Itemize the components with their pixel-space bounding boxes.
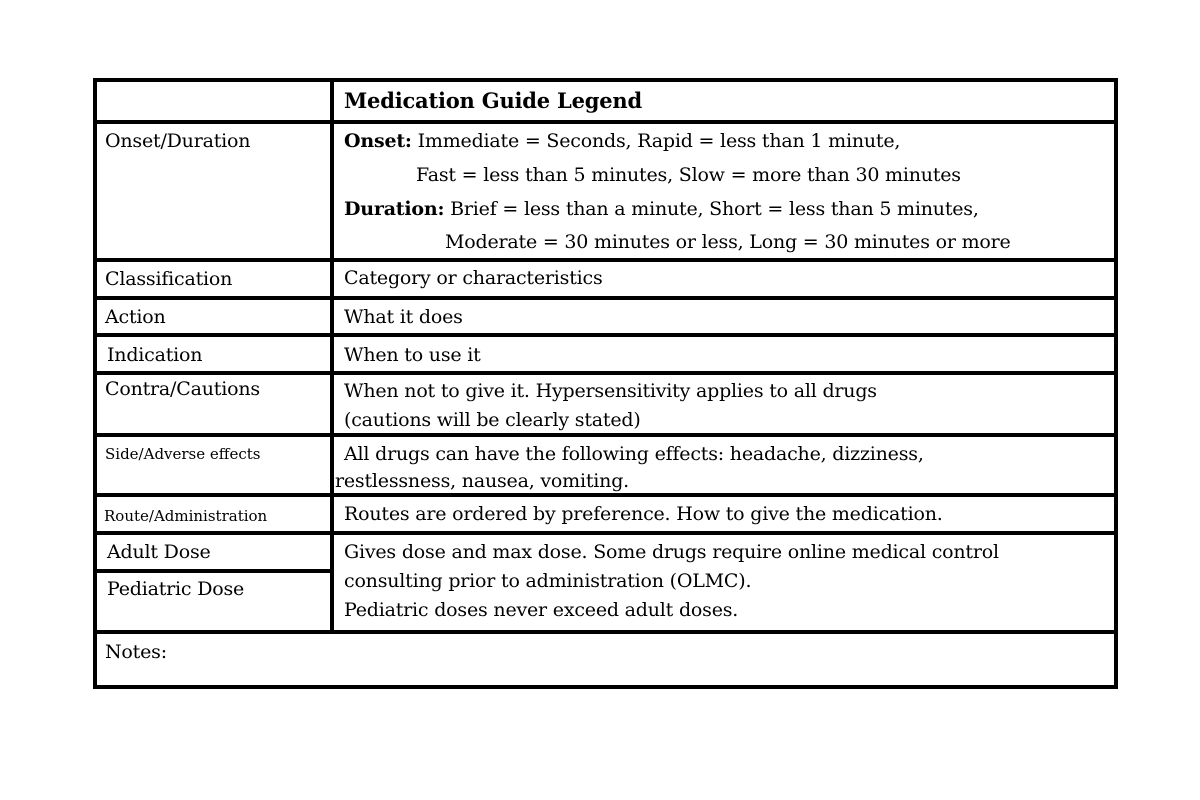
- dose-row: [97, 535, 1114, 634]
- classification-label: Classification: [105, 268, 233, 290]
- route-label: Route/Administration: [104, 507, 268, 525]
- side-effects-value-cell: [334, 437, 1114, 493]
- action-label: Action: [105, 306, 166, 328]
- side-effects-line-2: restlessness, nausea, vomiting.: [335, 470, 630, 492]
- onset-label: Onset:: [344, 130, 412, 152]
- indication-label: Indication: [107, 344, 203, 366]
- notes-row: [97, 634, 1114, 685]
- dose-line-1: Gives dose and max dose. Some drugs require online medical control: [344, 541, 999, 563]
- pediatric-dose-label: Pediatric Dose: [107, 578, 245, 600]
- onset-text-1: Immediate = Seconds, Rapid = less than 1 minute,: [417, 130, 901, 152]
- indication-value: When to use it: [344, 344, 481, 366]
- side-effects-label-cell: [97, 437, 334, 493]
- contra-value-cell: [334, 375, 1114, 433]
- route-value: Routes are ordered by preference. How to give the medication.: [344, 503, 943, 525]
- indication-row: [97, 337, 1114, 375]
- notes-label: Notes:: [105, 641, 167, 663]
- medication-guide-legend-table: [93, 78, 1118, 689]
- route-label-cell: [97, 497, 334, 531]
- contra-line-2: (cautions will be clearly stated): [344, 409, 641, 431]
- adult-dose-label: Adult Dose: [107, 541, 211, 563]
- duration-line-1: [344, 197, 979, 221]
- onset-duration-row: [97, 124, 1114, 262]
- side-effects-line-1: All drugs can have the following effects: headache, dizziness,: [344, 443, 924, 465]
- dose-label-divider: [97, 569, 334, 573]
- action-row: [97, 300, 1114, 337]
- indication-label-cell: [97, 337, 334, 371]
- onset-duration-value-cell: [334, 124, 1114, 258]
- title-cell: [334, 82, 1114, 120]
- duration-text-2: Moderate = 30 minutes or less, Long = 30 minutes or more: [445, 231, 1011, 253]
- indication-value-cell: [334, 337, 1114, 371]
- action-value: What it does: [344, 306, 463, 328]
- side-effects-label: Side/Adverse effects: [105, 445, 261, 463]
- contra-label-cell: [97, 375, 334, 433]
- onset-text-2: Fast = less than 5 minutes, Slow = more than 30 minutes: [416, 164, 961, 186]
- classification-value: Category or characteristics: [344, 267, 603, 289]
- contra-label: Contra/Cautions: [105, 378, 260, 400]
- contra-line-1: When not to give it. Hypersensitivity applies to all drugs: [344, 380, 877, 402]
- side-effects-row: [97, 437, 1114, 497]
- dose-line-3: Pediatric doses never exceed adult doses.: [344, 599, 739, 621]
- action-label-cell: [97, 300, 334, 333]
- duration-text-1: Brief = less than a minute, Short = less than 5 minutes,: [450, 198, 979, 220]
- table-title: Medication Guide Legend: [344, 88, 642, 113]
- route-administration-row: [97, 497, 1114, 535]
- dose-line-2: consulting prior to administration (OLMC).: [344, 570, 752, 592]
- duration-label: Duration:: [344, 198, 445, 220]
- action-value-cell: [334, 300, 1114, 333]
- title-row-empty-cell: [97, 82, 334, 120]
- classification-row: [97, 262, 1114, 300]
- dose-value-cell: [334, 535, 1114, 630]
- title-row: [97, 82, 1114, 124]
- contra-cautions-row: [97, 375, 1114, 437]
- onset-duration-label-cell: [97, 124, 334, 258]
- onset-duration-label: Onset/Duration: [105, 130, 251, 152]
- classification-label-cell: [97, 262, 334, 296]
- route-value-cell: [334, 497, 1114, 531]
- onset-line-1: [344, 129, 900, 153]
- classification-value-cell: [334, 262, 1114, 296]
- dose-label-cell: [97, 535, 334, 630]
